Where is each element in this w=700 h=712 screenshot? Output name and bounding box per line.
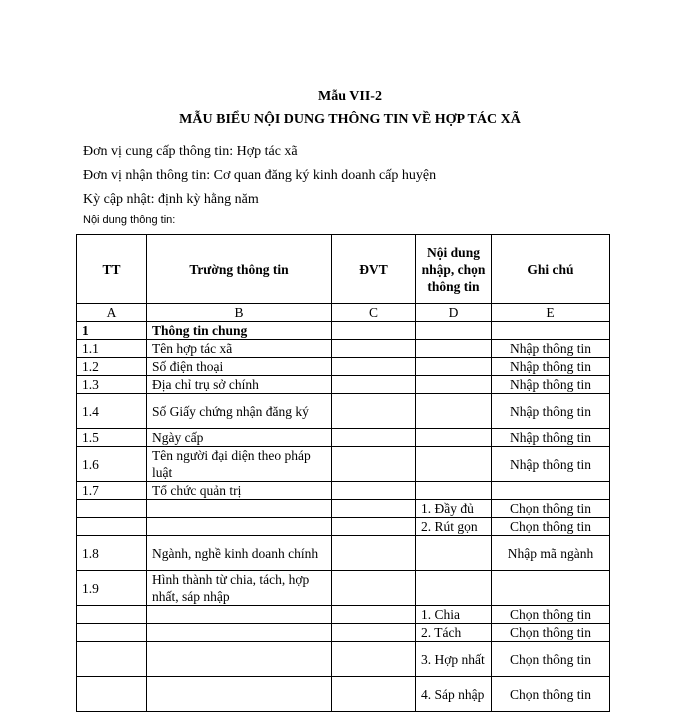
row-input: 2. Rút gọn — [416, 518, 492, 536]
row-unit — [332, 677, 416, 712]
row-unit — [332, 518, 416, 536]
update-cycle-line: Kỳ cập nhật: định kỳ hằng năm — [83, 192, 259, 207]
row-tt: 1.9 — [77, 571, 147, 606]
row-input — [416, 340, 492, 358]
content-label: Nội dung thông tin: — [83, 214, 176, 226]
header-note: Ghi chú — [492, 235, 610, 304]
row-input — [416, 571, 492, 606]
row-note: Nhập thông tin — [492, 394, 610, 429]
row-note: Nhập thông tin — [492, 358, 610, 376]
row-field: Số Giấy chứng nhận đăng ký — [147, 394, 332, 429]
table-header-row — [77, 235, 610, 304]
row-note — [492, 482, 610, 500]
row-field: Tổ chức quản trị — [147, 482, 332, 500]
table-row — [77, 677, 610, 712]
row-tt: 1.3 — [77, 376, 147, 394]
row-input — [416, 358, 492, 376]
row-input — [416, 447, 492, 482]
row-tt: 1.1 — [77, 340, 147, 358]
row-note: Chọn thông tin — [492, 500, 610, 518]
row-tt — [77, 624, 147, 642]
row-tt — [77, 500, 147, 518]
row-tt — [77, 677, 147, 712]
row-field — [147, 518, 332, 536]
table-row — [77, 642, 610, 677]
row-note — [492, 571, 610, 606]
row-unit — [332, 624, 416, 642]
row-note: Nhập thông tin — [492, 447, 610, 482]
row-unit — [332, 606, 416, 624]
row-input — [416, 482, 492, 500]
row-unit — [332, 394, 416, 429]
table-row — [77, 518, 610, 536]
row-field — [147, 624, 332, 642]
row-tt: 1.2 — [77, 358, 147, 376]
row-note: Chọn thông tin — [492, 606, 610, 624]
table-row — [77, 394, 610, 429]
row-tt — [77, 606, 147, 624]
row-unit — [332, 536, 416, 571]
row-unit — [332, 340, 416, 358]
header-unit: ĐVT — [332, 235, 416, 304]
row-unit — [332, 447, 416, 482]
row-input — [416, 376, 492, 394]
table-row — [77, 340, 610, 358]
row-field — [147, 606, 332, 624]
row-unit — [332, 358, 416, 376]
column-letter: C — [332, 304, 416, 322]
row-input: 3. Hợp nhất — [416, 642, 492, 677]
row-note: Nhập thông tin — [492, 429, 610, 447]
header-field: Trường thông tin — [147, 235, 332, 304]
row-note: Chọn thông tin — [492, 642, 610, 677]
column-letter: A — [77, 304, 147, 322]
row-tt: 1.7 — [77, 482, 147, 500]
row-input — [416, 536, 492, 571]
table-row — [77, 482, 610, 500]
row-tt: 1.4 — [77, 394, 147, 429]
row-note: Chọn thông tin — [492, 677, 610, 712]
row-tt: 1.6 — [77, 447, 147, 482]
table-row — [77, 358, 610, 376]
table-row — [77, 606, 610, 624]
row-tt — [77, 642, 147, 677]
row-tt — [77, 518, 147, 536]
table-row — [77, 429, 610, 447]
table-row — [77, 322, 610, 340]
document-title: MẪU BIỂU NỘI DUNG THÔNG TIN VỀ HỢP TÁC XÃ — [179, 112, 521, 127]
row-field — [147, 642, 332, 677]
row-input — [416, 429, 492, 447]
row-tt: 1.8 — [77, 536, 147, 571]
table-row — [77, 447, 610, 482]
row-field — [147, 677, 332, 712]
row-field: Ngày cấp — [147, 429, 332, 447]
table-row — [77, 624, 610, 642]
header-input: Nội dung nhập, chọn thông tin — [416, 235, 492, 304]
row-field — [147, 500, 332, 518]
row-input: 4. Sáp nhập — [416, 677, 492, 712]
row-field: Tên người đại diện theo pháp luật — [147, 447, 332, 482]
form-code: Mẫu VII-2 — [318, 89, 382, 104]
row-input — [416, 322, 492, 340]
row-unit — [332, 500, 416, 518]
provider-line: Đơn vị cung cấp thông tin: Hợp tác xã — [83, 144, 298, 159]
row-unit — [332, 642, 416, 677]
row-tt: 1.5 — [77, 429, 147, 447]
row-unit — [332, 376, 416, 394]
row-note — [492, 322, 610, 340]
row-unit — [332, 429, 416, 447]
column-letter: B — [147, 304, 332, 322]
row-unit — [332, 322, 416, 340]
table-row — [77, 536, 610, 571]
receiver-line: Đơn vị nhận thông tin: Cơ quan đăng ký kinh doanh cấp huyện — [83, 168, 437, 183]
column-letter-row — [77, 304, 610, 322]
table-row — [77, 500, 610, 518]
row-note: Nhập mã ngành — [492, 536, 610, 571]
row-note: Nhập thông tin — [492, 340, 610, 358]
row-note: Nhập thông tin — [492, 376, 610, 394]
row-tt: 1 — [77, 322, 147, 340]
column-letter: D — [416, 304, 492, 322]
info-table — [76, 234, 610, 712]
row-note: Chọn thông tin — [492, 624, 610, 642]
row-input: 1. Chia — [416, 606, 492, 624]
row-input — [416, 394, 492, 429]
row-note: Chọn thông tin — [492, 518, 610, 536]
table-row — [77, 376, 610, 394]
table-row — [77, 571, 610, 606]
row-field: Tên hợp tác xã — [147, 340, 332, 358]
row-input: 1. Đầy đủ — [416, 500, 492, 518]
row-unit — [332, 571, 416, 606]
row-input: 2. Tách — [416, 624, 492, 642]
row-unit — [332, 482, 416, 500]
column-letter: E — [492, 304, 610, 322]
row-field: Ngành, nghề kinh doanh chính — [147, 536, 332, 571]
header-tt: TT — [77, 235, 147, 304]
row-field: Địa chỉ trụ sở chính — [147, 376, 332, 394]
row-field: Hình thành từ chia, tách, hợp nhất, sáp nhập — [147, 571, 332, 606]
row-field: Thông tin chung — [147, 322, 332, 340]
row-field: Số điện thoại — [147, 358, 332, 376]
